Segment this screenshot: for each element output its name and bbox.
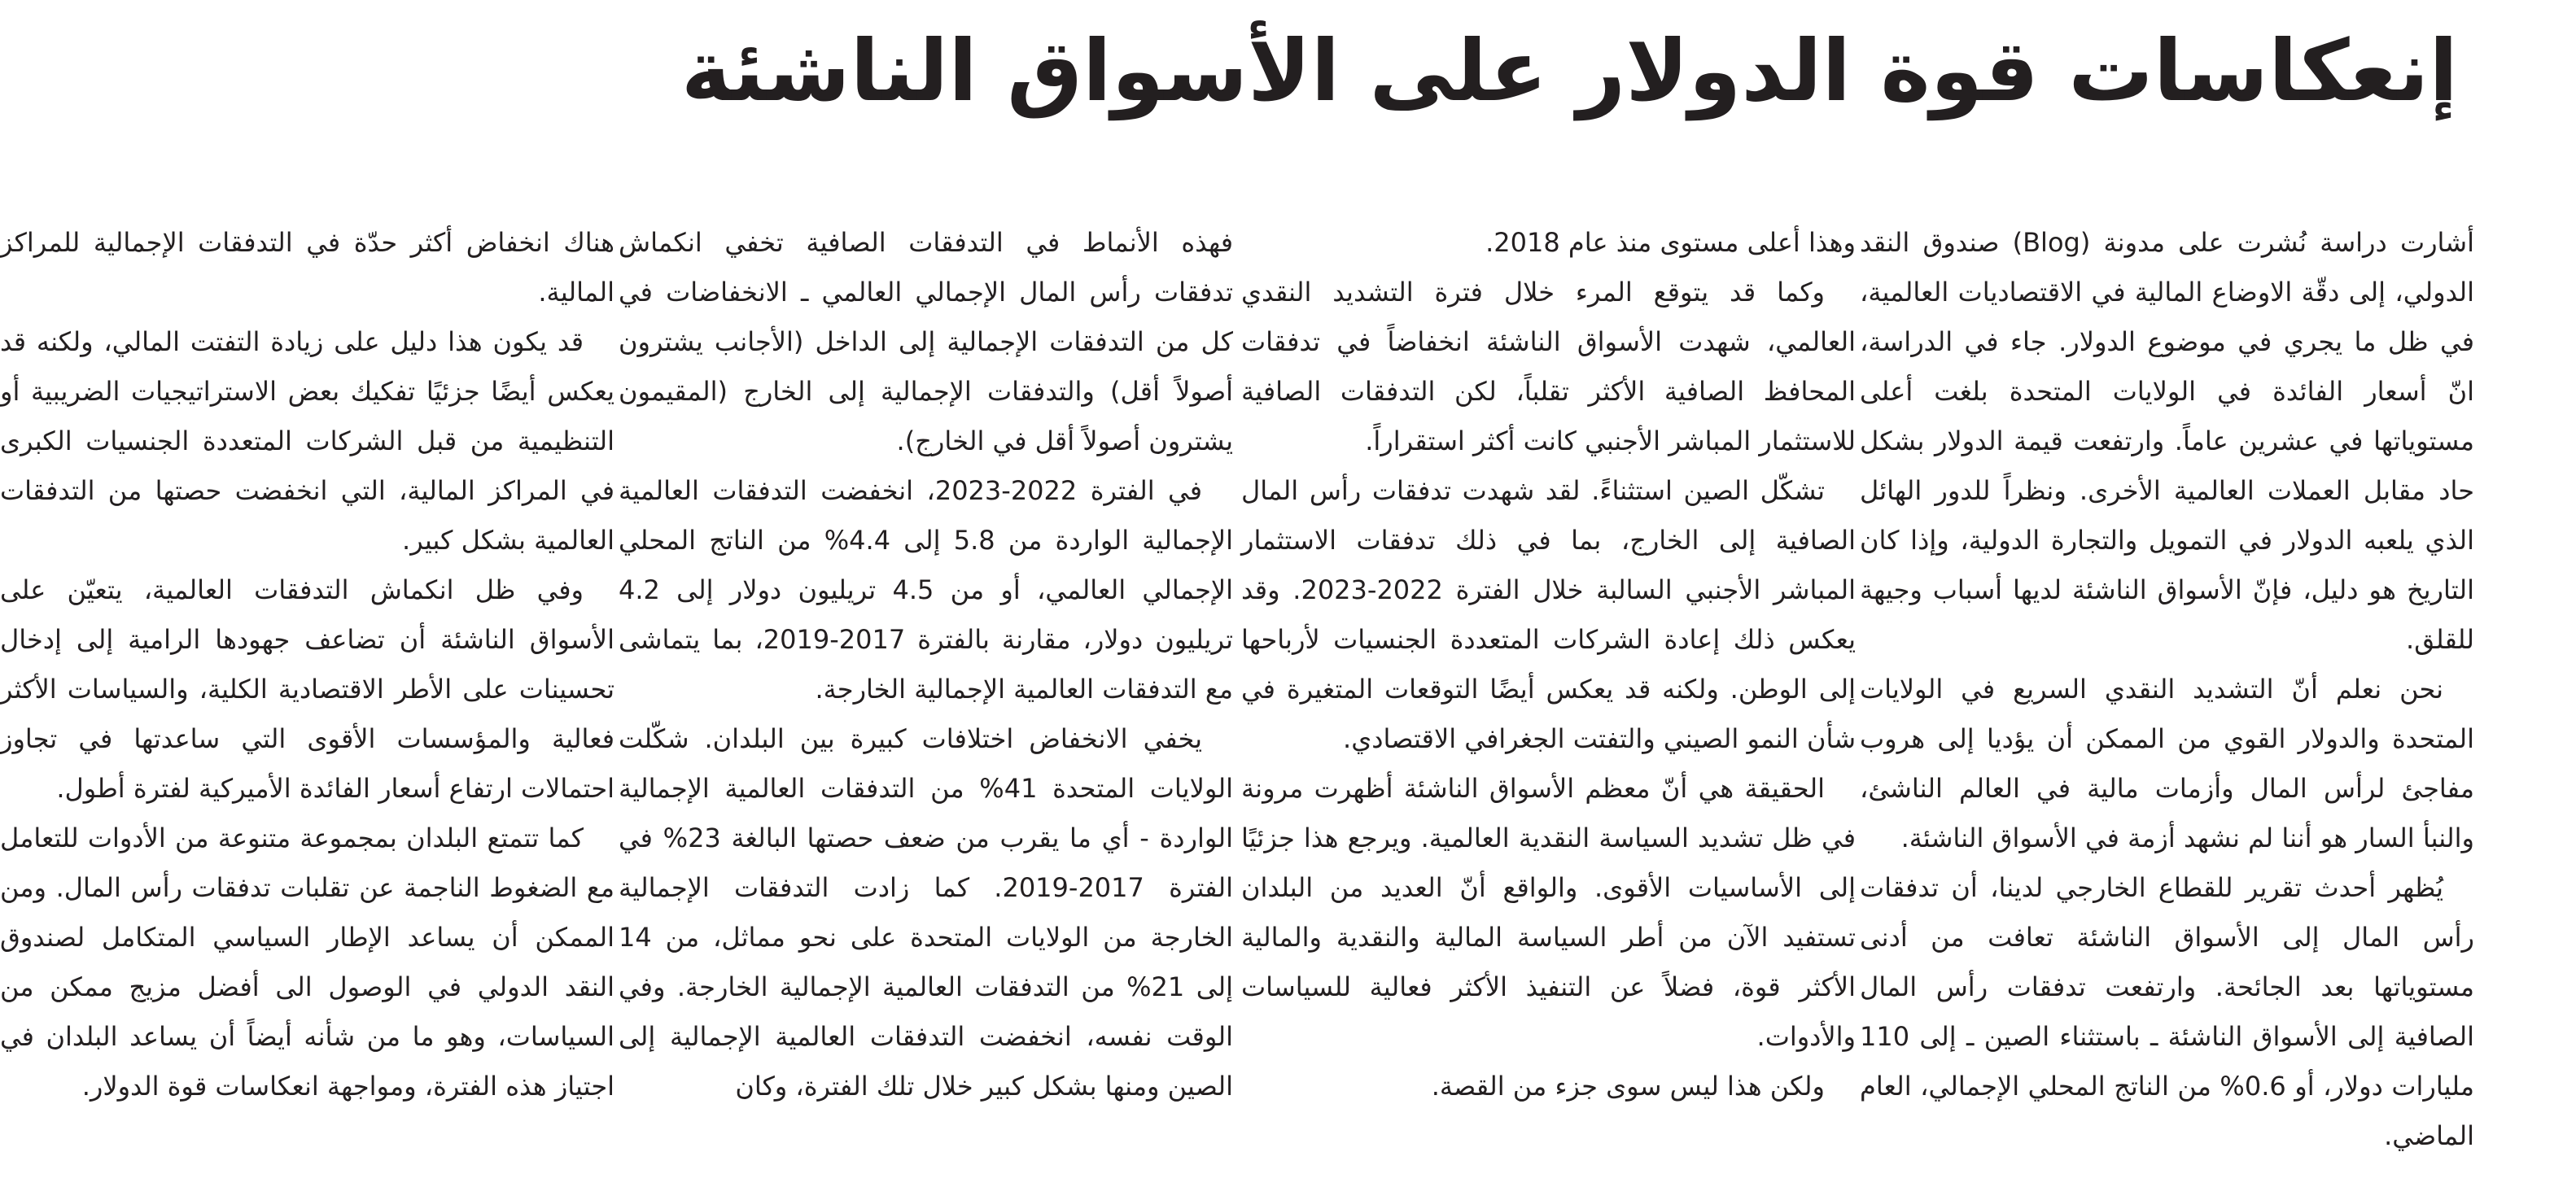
article-column-4 [0,218,614,1129]
column-1-paragraph-3: يُظهر أحدث تقرير للقطاع الخارجي لدينا، أن تدفقات رأس المال إلى الأسواق الناشئة تعافت من أدنى مستوياتها بعد الجائحة. وارتفعت تدفقات رأس المال الصافية إلى الأسواق الناشئة ـ باستثناء الصين ـ إلى 110 مليارات دولار، أو 0.6% من الناتج المحلي الإجمالي، العام الماضي. [1860,872,2475,1151]
column-1-paragraph-1: أشارت دراسة نُشرت على مدونة (Blog) صندوق النقد الدولي، إلى دقّة الاوضاع المالية في الاقتصاديات العالمية، في ظل ما يجري في موضوع الدولار. جاء في الدراسة، انّ أسعار الفائدة في الولايات المتحدة بلغت أعلى مستوياتها في عشرين عاماً. وارتفعت قيمة الدولار بشكل حاد مقابل العملات العالمية الأخرى. ونظراً للدور الهائل الذي يلعبه الدولار في التمويل والتجارة الدولية، وإذا كان التاريخ هو دليل، فإنّ الأسواق الناشئة لديها أسباب وجيهة للقلق. [1860,227,2475,655]
column-3-paragraph-2: في الفترة 2022-2023، انخفضت التدفقات العالمية الإجمالية الواردة من 5.8 إلى 4.4% من الناتج المحلي الإجمالي العالمي، أو من 4.5 تريليون دولار إلى 4.2 تريليون دولار، مقارنة بالفترة 2017-2019، بما يتماشى مع التدفقات العالمية الإجمالية الخارجة. [619,475,1234,705]
column-4-paragraph-1: هناك انخفاض أكثر حدّة في التدفقات الإجمالية للمراكز المالية. [0,227,614,308]
column-2-paragraph-5: ولكن هذا ليس سوى جزء من القصة. [1431,1071,1825,1102]
column-2-paragraph-1: وهذا أعلى مستوى منذ عام 2018. [1485,227,1856,258]
column-1-paragraph-2: نحن نعلم أنّ التشديد النقدي السريع في الولايات المتحدة والدولار القوي من الممكن أن يؤديا إلى هروب مفاجئ لرأس المال وأزمات مالية في العالم الناشئ، والنبأ السار هو أننا لم نشهد أزمة في الأسواق الناشئة. [1860,674,2474,853]
article-column-1 [1860,218,2475,1151]
article-headline: إنعكاسات قوة الدولار على الأسواق الناشئة [680,21,2458,120]
article-column-3 [619,218,1233,1129]
column-3-paragraph-1: فهذه الأنماط في التدفقات الصافية تخفي انكماش تدفقات رأس المال الإجمالي العالمي ـ الانخفاضات في كل من التدفقات الإجمالية إلى الداخل (الأجانب يشترون أصولاً أقل) والتدفقات الإجمالية إلى الخارج (المقيمون يشترون أصولاً أقل في الخارج). [619,227,1233,456]
column-3-paragraph-3: يخفي الانخفاض اختلافات كبيرة بين البلدان. شكّلت الولايات المتحدة 41% من التدفقات العالمية الإجمالية الواردة - أي ما يقرب من ضعف حصتها البالغة 23% في الفترة 2017-2019. كما زادت التدفقات الإجمالية الخارجة من الولايات المتحدة على نحو مماثل، من 14 إلى 21% من التدفقات العالمية الإجمالية الخارجة. وفي الوقت نفسه، انخفضت التدفقات العالمية الإجمالية إلى الصين ومنها بشكل كبير خلال تلك الفترة، وكان [619,723,1234,1102]
column-4-paragraph-2: قد يكون هذا دليل على زيادة التفتت المالي، ولكنه قد يعكس أيضًا جزئيًا تفكيك بعض الاستراتيجيات الضريبية أو التنظيمية من قبل الشركات المتعددة الجنسيات الكبرى في المراكز المالية، التي انخفضت حصتها من التدفقات العالمية بشكل كبير. [0,326,614,556]
article-column-2 [1241,218,1856,1129]
column-4-paragraph-3: وفي ظل انكماش التدفقات العالمية، يتعيّن على الأسواق الناشئة أن تضاعف جهودها الرامية إلى إدخال تحسينات على الأطر الاقتصادية الكلية، والسياسات الأكثر فعالية والمؤسسات الأقوى التي ساعدتها في تجاوز احتمالات ارتفاع أسعار الفائدة الأميركية لفترة أطول. [0,574,614,804]
column-2-paragraph-3: تشكّل الصين استثناءً. لقد شهدت تدفقات رأس المال الصافية إلى الخارج، بما في ذلك تدفقات الاستثمار المباشر الأجنبي السالبة خلال الفترة 2022-2023. وقد يعكس ذلك إعادة الشركات المتعددة الجنسيات لأرباحها إلى الوطن. ولكنه قد يعكس أيضًا التوقعات المتغيرة في شأن النمو الصيني والتفتت الجغرافي الاقتصادي. [1241,475,1856,754]
column-2-paragraph-2: وكما قد يتوقع المرء خلال فترة التشديد النقدي العالمي، شهدت الأسواق الناشئة انخفاضاً في تدفقات المحافظ الصافية الأكثر تقلباً، لكن التدفقات الصافية للاستثمار المباشر الأجنبي كانت أكثر استقراراً. [1241,277,1856,456]
column-4-paragraph-4: كما تتمتع البلدان بمجموعة متنوعة من الأدوات للتعامل مع الضغوط الناجمة عن تقلبات تدفقات رأس المال. ومن الممكن أن يساعد الإطار السياسي المتكامل لصندوق النقد الدولي في الوصول الى أفضل مزيج ممكن من السياسات، وهو ما من شأنه أيضاً أن يساعد البلدان في اجتياز هذه الفترة، ومواجهة انعكاسات قوة الدولار. [0,823,614,1102]
column-2-paragraph-4: الحقيقة هي أنّ معظم الأسواق الناشئة أظهرت مرونة في ظل تشديد السياسة النقدية العالمية. ويرجع هذا جزئيًا إلى الأساسيات الأقوى. والواقع أنّ العديد من البلدان تستفيد الآن من أطر السياسة المالية والنقدية والمالية الأكثر قوة، فضلاً عن التنفيذ الأكثر فعالية للسياسات والأدوات. [1241,773,1856,1052]
